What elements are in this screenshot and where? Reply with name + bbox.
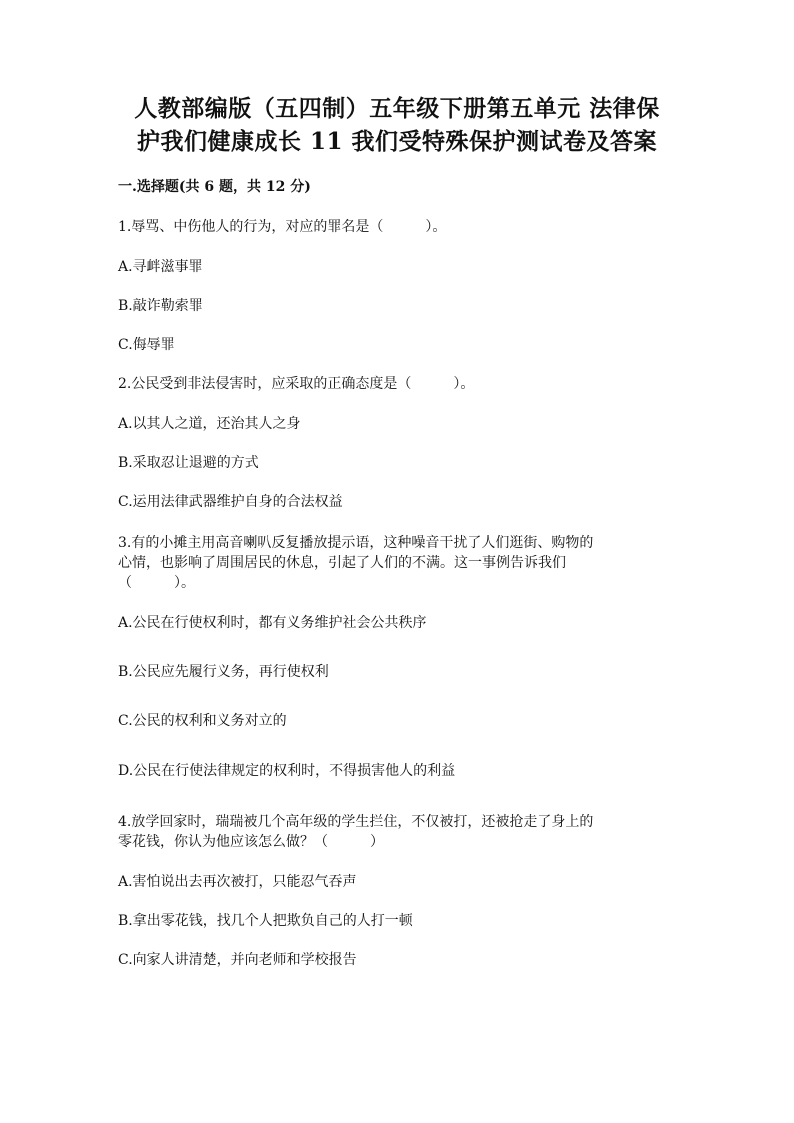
title-line-1: 人教部编版（五四制）五年级下册第五单元 法律保 <box>134 95 660 122</box>
question-3-stem-line-3: （ ）。 <box>118 575 195 591</box>
question-2-option-c: C.运用法律武器维护自身的合法权益 <box>118 494 343 510</box>
question-1-option-b: B.敲诈勒索罪 <box>118 298 203 314</box>
question-2-option-b: B.采取忍让退避的方式 <box>118 455 259 471</box>
question-3-stem-line-1: 3.有的小摊主用高音喇叭反复播放提示语，这种噪音干扰了人们逛街、购物的 <box>118 535 594 551</box>
question-2-option-a: A.以其人之道，还治其人之身 <box>118 416 301 432</box>
question-1-option-c: C.侮辱罪 <box>118 337 175 353</box>
question-3-option-c: C.公民的权利和义务对立的 <box>118 713 287 729</box>
question-4-stem-line-2: 零花钱，你认为他应该怎么做？（ ） <box>118 834 384 850</box>
question-1-option-a: A.寻衅滋事罪 <box>118 259 203 275</box>
question-2-stem: 2.公民受到非法侵害时，应采取的正确态度是（ ）。 <box>118 376 475 392</box>
question-4-option-a: A.害怕说出去再次被打，只能忍气吞声 <box>118 874 357 890</box>
title-line-2: 护我们健康成长 11 我们受特殊保护测试卷及答案 <box>136 128 658 155</box>
question-4-stem-line-1: 4.放学回家时，瑞瑞被几个高年级的学生拦住，不仅被打，还被抢走了身上的 <box>118 814 594 830</box>
section-heading: 一.选择题(共 6 题，共 12 分) <box>118 179 311 195</box>
question-3-option-d: D.公民在行使法律规定的权利时，不得损害他人的利益 <box>118 763 456 779</box>
question-4-option-c: C.向家人讲清楚，并向老师和学校报告 <box>118 952 357 968</box>
question-4-option-b: B.拿出零花钱，找几个人把欺负自己的人打一顿 <box>118 913 413 929</box>
question-3-stem-line-2: 心情，也影响了周围居民的休息，引起了人们的不满。这一事例告诉我们 <box>118 555 566 571</box>
question-3-option-a: A.公民在行使权利时，都有义务维护社会公共秩序 <box>118 615 427 631</box>
question-3-option-b: B.公民应先履行义务，再行使权利 <box>118 664 329 680</box>
question-1-stem: 1.辱骂、中伤他人的行为，对应的罪名是（ ）。 <box>118 219 447 235</box>
document-title <box>0 92 794 158</box>
